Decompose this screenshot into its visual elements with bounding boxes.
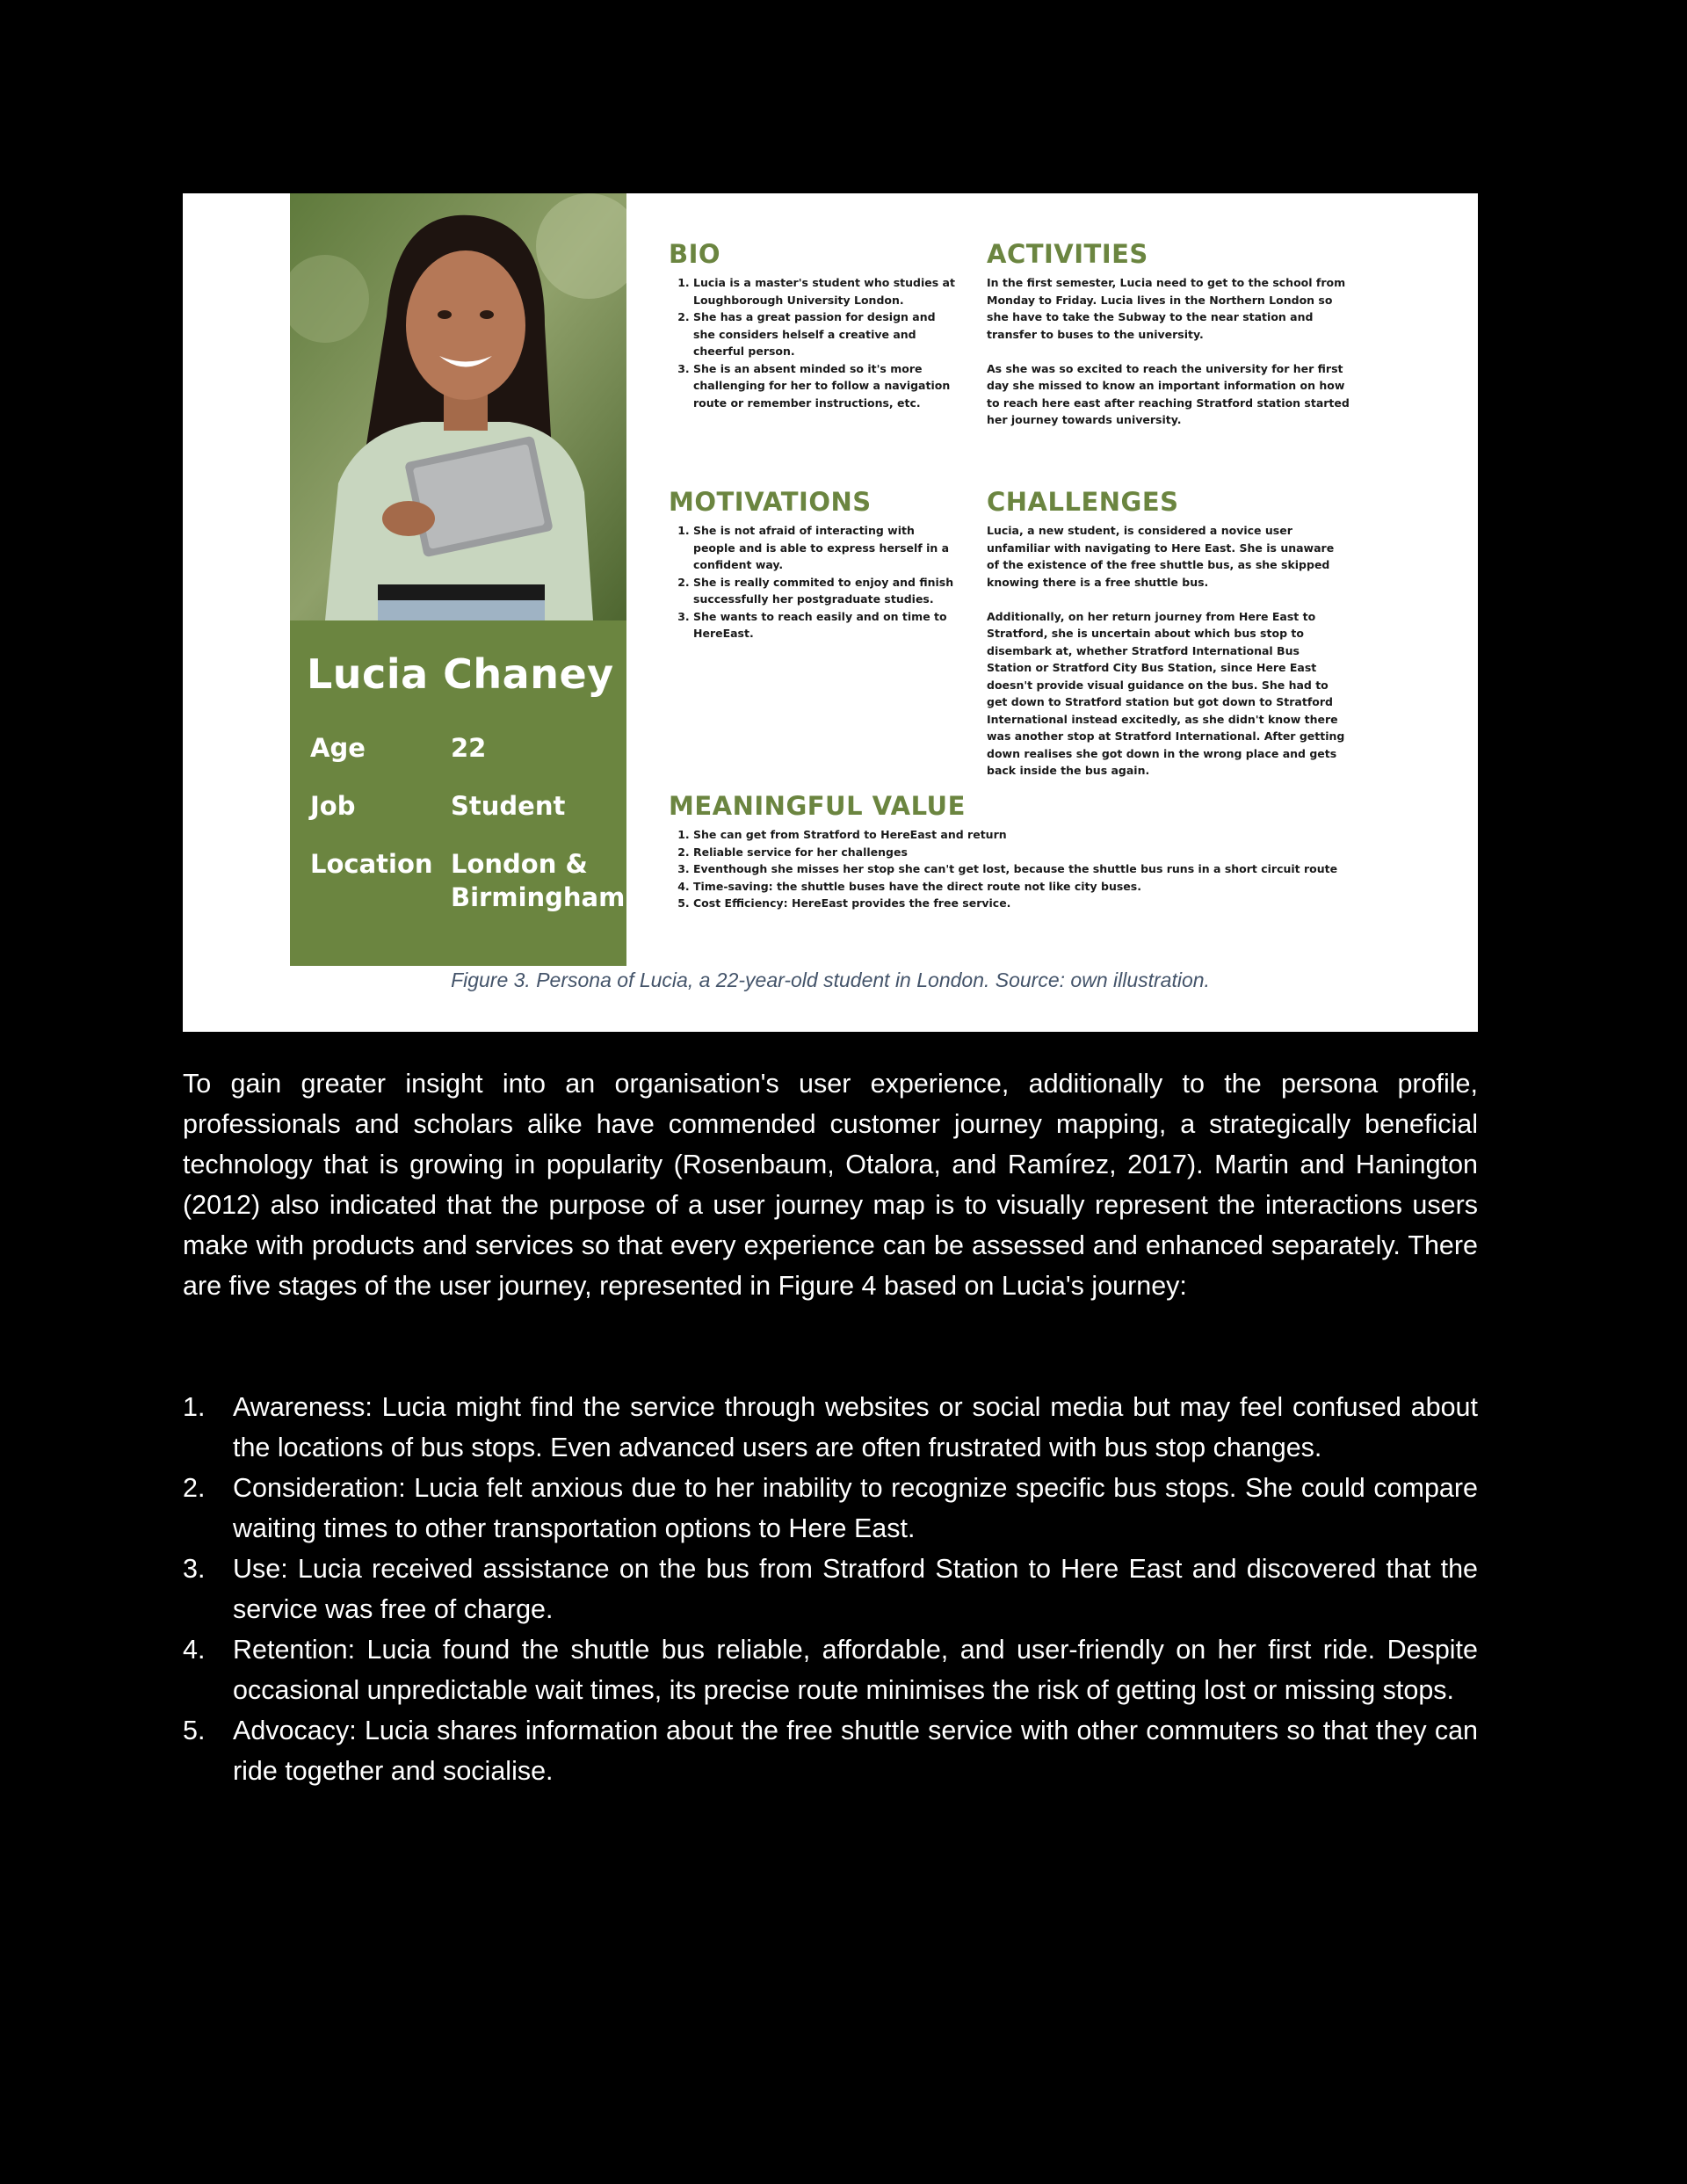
- journey-stage-item: [183, 1468, 1478, 1549]
- stage-text: Advocacy: Lucia shares information about the free shuttle service with other commuters so that they can ride together and socialise.: [233, 1716, 1478, 1786]
- activities-paragraph: In the first semester, Lucia need to get to the school from Monday to Friday. Lucia lives in the Northern London so she have to take the Subway to the near station and transfer to buses to the university.: [987, 276, 1346, 341]
- stage-number: 1.: [183, 1392, 206, 1422]
- meaningful-value-item: 1. She can get from Stratford to HereEast and return: [693, 826, 1372, 844]
- age-label: Age: [310, 733, 366, 763]
- journey-stages-list: [183, 1387, 1478, 1791]
- motivations-item: 1. She is not afraid of interacting with people and is able to express herself in a confident way.: [693, 522, 959, 574]
- location-value: London & Birmingham: [451, 849, 626, 912]
- stage-text: Awareness: Lucia might find the service through websites or social media but may feel confused about the locations of bus stops. Even advanced users are often frustrated with bus stop changes.: [233, 1392, 1478, 1462]
- meaningful-value-section: [669, 826, 1372, 912]
- stage-number: 4.: [183, 1635, 206, 1665]
- challenges-title: CHALLENGES: [987, 487, 1179, 517]
- persona-card: [290, 193, 626, 966]
- stage-number: 5.: [183, 1716, 206, 1745]
- intro-paragraph: To gain greater insight into an organisation's user experience, additionally to the persona profile, professionals and scholars alike have commended customer journey mapping, a strategically beneficial technology that is growing in popularity (Rosenbaum, Otalora, and Ramírez, 2017). Martin and Hanington (2012) also indicated that the purpose of a user journey map is to visually represent the interactions users make with products and services so that every experience can be assessed and enhanced separately. There are five stages of the user journey, represented in Figure 4 based on Lucia's journey:: [183, 1069, 1478, 1301]
- activities-paragraph: As she was so excited to reach the university for her first day she missed to know an important information on how to reach here east after reaching Stratford station started her journey towards university.: [987, 361, 1350, 426]
- job-value: Student: [451, 791, 566, 821]
- journey-stage-item: [183, 1710, 1478, 1791]
- activities-title: ACTIVITIES: [987, 239, 1148, 269]
- meaningful-value-item: 4. Time-saving: the shuttle buses have the direct route not like city buses.: [693, 878, 1372, 896]
- location-label: Location: [310, 849, 433, 879]
- job-label: Job: [310, 791, 356, 821]
- persona-photo: [290, 193, 626, 620]
- journey-stage-item: [183, 1549, 1478, 1629]
- meaningful-value-item: 3. Eventhough she misses her stop she can't get lost, because the shuttle bus runs in a short circuit route: [693, 860, 1372, 878]
- bio-title: BIO: [669, 239, 721, 269]
- bio-item: 3. She is an absent minded so it's more challenging for her to follow a navigation route or remember instructions, etc.: [693, 360, 959, 412]
- meaningful-value-title: MEANINGFUL VALUE: [669, 791, 966, 821]
- persona-name: Lucia Chaney: [307, 650, 614, 698]
- stage-number: 3.: [183, 1554, 206, 1584]
- figure-caption: Figure 3. Persona of Lucia, a 22-year-old student in London. Source: own illustration.: [451, 969, 1210, 991]
- bio-item: 2. She has a great passion for design and she considers helself a creative and cheerful person.: [693, 308, 959, 360]
- bio-item: 1. Lucia is a master's student who studies at Loughborough University London.: [693, 274, 959, 308]
- persona-figure: [183, 193, 1478, 1032]
- stage-number: 2.: [183, 1473, 206, 1503]
- age-value: 22: [451, 733, 487, 763]
- challenges-paragraph: Additionally, on her return journey from Here East to Stratford, she is uncertain about which bus stop to disembark at, whether Stratford International Bus Station or Stratford City Bus Station, since Here East doesn't provide visual guidance on the bus. She had to get down to Stratford station but got down to Stratford International instead excitedly, as she didn't know there was another stop at Stratford International. After getting down realises she got down in the wrong place and gets back inside the bus again.: [987, 609, 1345, 777]
- meaningful-value-item: 5. Cost Efficiency: HereEast provides the free service.: [693, 895, 1372, 912]
- challenges-section: [987, 522, 1347, 780]
- bio-section: [669, 274, 959, 411]
- challenges-paragraph: Lucia, a new student, is considered a novice user unfamiliar with navigating to Here East. She is unaware of the existence of the free shuttle bus, as she skipped knowing there is a free shuttle bus.: [987, 524, 1335, 589]
- journey-stage-item: [183, 1387, 1478, 1468]
- motivations-item: 3. She wants to reach easily and on time to HereEast.: [693, 608, 959, 642]
- motivations-item: 2. She is really commited to enjoy and finish successfully her postgraduate studies.: [693, 574, 959, 608]
- meaningful-value-item: 2. Reliable service for her challenges: [693, 844, 1372, 861]
- stage-text: Use: Lucia received assistance on the bus from Stratford Station to Here East and discovered that the service was free of charge.: [233, 1554, 1478, 1624]
- stage-text: Consideration: Lucia felt anxious due to her inability to recognize specific bus stops. She could compare waiting times to other transportation options to Here East.: [233, 1473, 1478, 1543]
- journey-stage-item: [183, 1629, 1478, 1710]
- motivations-section: [669, 522, 959, 642]
- persona-name-panel: [290, 620, 626, 966]
- motivations-title: MOTIVATIONS: [669, 487, 872, 517]
- stage-text: Retention: Lucia found the shuttle bus reliable, affordable, and user-friendly on her first ride. Despite occasional unpredictable wait times, its precise route minimises the risk of getting lost or missing stops.: [233, 1635, 1478, 1705]
- activities-section: [987, 274, 1356, 429]
